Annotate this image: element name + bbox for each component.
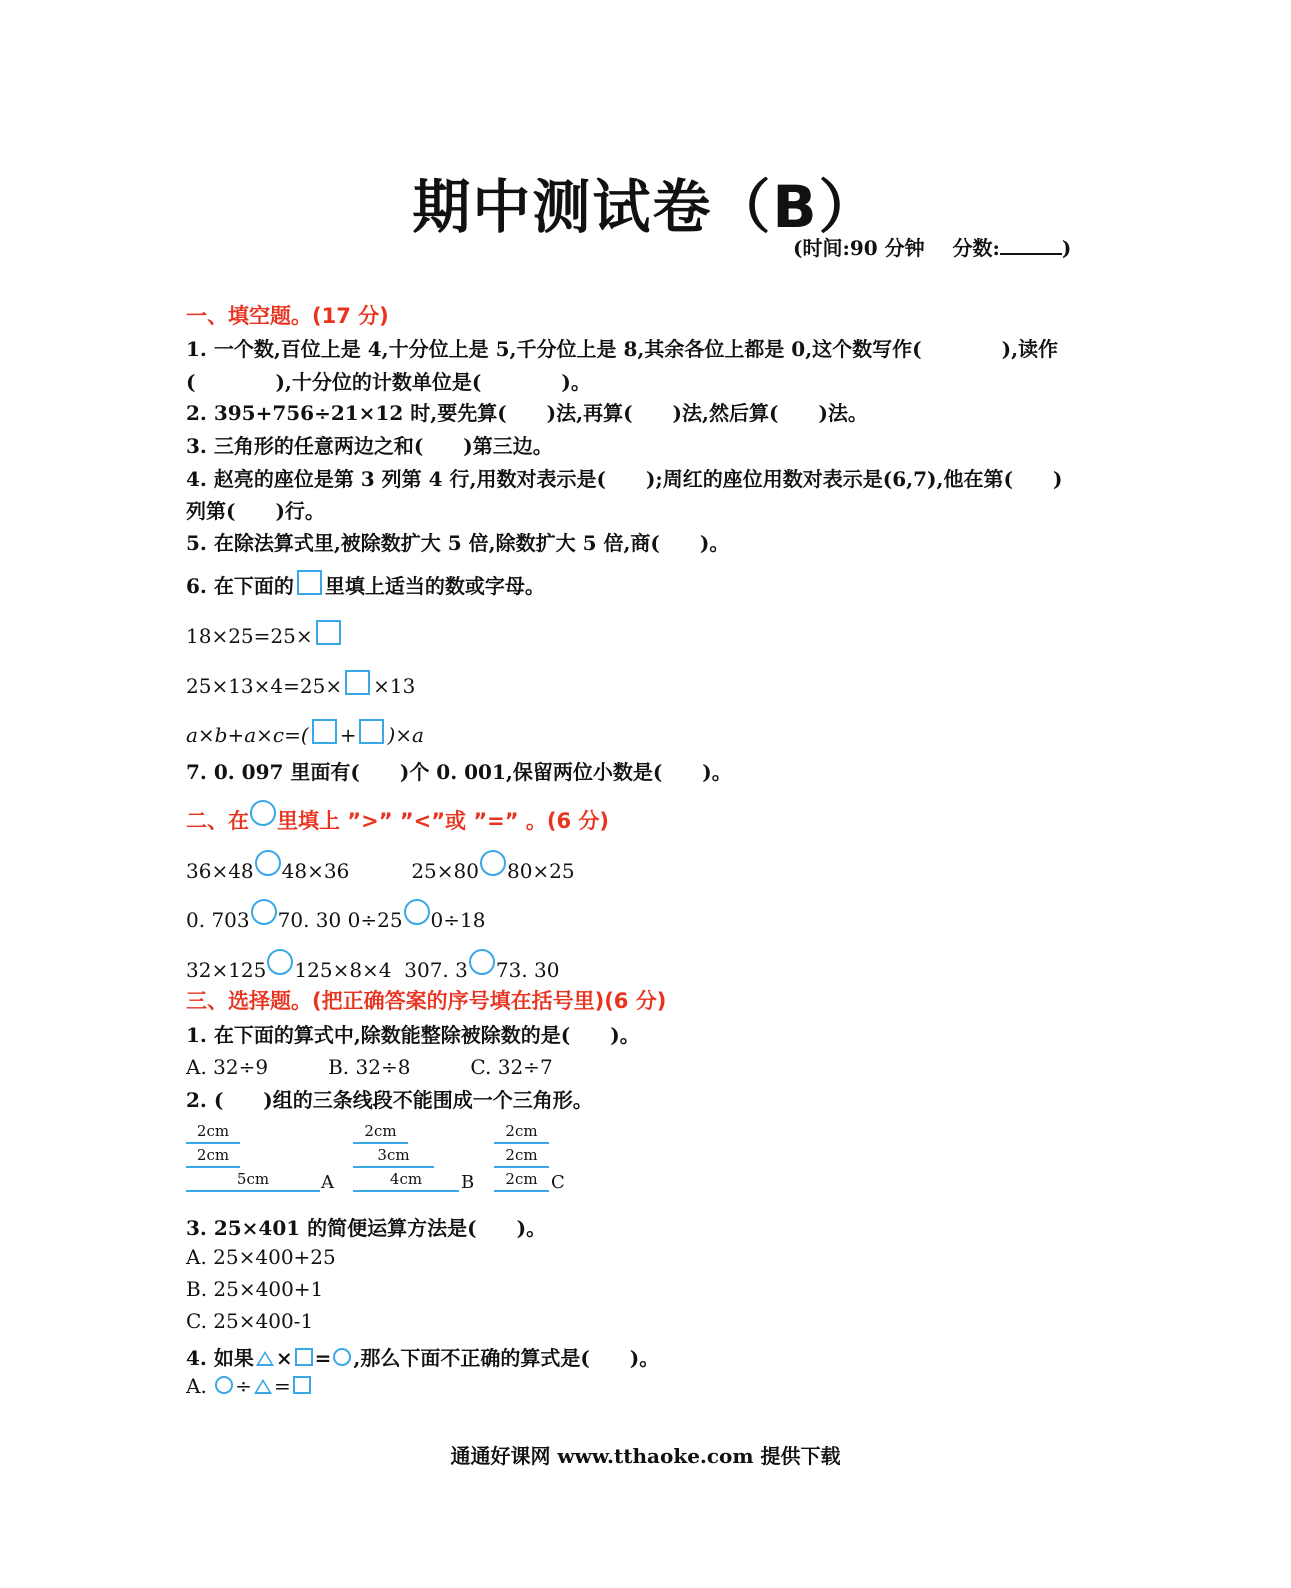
segment-a1: 2cm (186, 1122, 240, 1144)
fill-q3: 3. 三角形的任意两边之和( )第三边。 (186, 434, 553, 458)
group-label-c: C (551, 1172, 565, 1193)
square-icon (295, 1348, 313, 1366)
page-title: 期中测试卷（B） (412, 173, 879, 241)
choice-q4-text-d: ,那么下面不正确的算式是( )。 (353, 1346, 660, 1370)
expr3-plus: + (339, 723, 357, 747)
answer-circle[interactable] (255, 850, 281, 876)
choice-q4-times: × (275, 1346, 293, 1370)
choice-q4-option-a-div: ÷ (235, 1374, 252, 1398)
square-icon (293, 1376, 311, 1394)
section-two-heading (186, 800, 609, 835)
choice-q3-option-b: B. 25×400+1 (186, 1277, 324, 1301)
compare-left: 0. 703 (186, 908, 250, 932)
score-blank (1000, 235, 1062, 255)
fill-q6-expr1 (186, 620, 344, 648)
group-label-b: B (461, 1172, 475, 1193)
fill-q7: 7. 0. 097 里面有( )个 0. 001,保留两位小数是( )。 (186, 760, 732, 784)
fill-q6-text-a: 6. 在下面的 (186, 574, 294, 598)
expr3-text-c: )×a (387, 723, 424, 747)
fill-q2: 2. 395+756÷21×12 时,要先算( )法,再算( )法,然后算( )法。 (186, 401, 868, 425)
section-two-text-a: 二、在 (186, 809, 249, 833)
choice-q2: 2. ( )组的三条线段不能围成一个三角形。 (186, 1088, 593, 1112)
choice-q4-eq: = (314, 1346, 332, 1370)
fill-q5: 5. 在除法算式里,被除数扩大 5 倍,除数扩大 5 倍,商( )。 (186, 531, 730, 555)
compare-left: 36×48 (186, 859, 254, 883)
segment-c1: 2cm (494, 1122, 549, 1144)
compare-left: 25×80 (411, 859, 479, 883)
circle-icon (333, 1348, 351, 1366)
answer-circle[interactable] (480, 850, 506, 876)
choice-q1: 1. 在下面的算式中,除数能整除被除数的是( )。 (186, 1023, 640, 1047)
answer-box[interactable] (312, 719, 337, 744)
answer-box[interactable] (359, 719, 384, 744)
segment-c3: 2cm (494, 1170, 549, 1192)
fill-q6-text-b: 里填上适当的数或字母。 (324, 574, 545, 598)
choice-q3-option-a: A. 25×400+25 (186, 1245, 336, 1269)
circle-icon (215, 1376, 233, 1394)
box-icon (297, 570, 322, 595)
compare-left: 307. 3 (404, 958, 468, 982)
expr2-text-b: ×13 (373, 674, 416, 698)
triangle-icon (256, 1351, 274, 1366)
choice-q4-option-a (186, 1374, 313, 1398)
segment-a3: 5cm (186, 1170, 320, 1192)
answer-circle[interactable] (404, 899, 430, 925)
meta-close: ) (1061, 236, 1072, 260)
segment-a2: 2cm (186, 1146, 240, 1168)
compare-right: 48×36 (281, 859, 350, 883)
score-label: 分数: (952, 236, 1000, 260)
expr2-text-a: 25×13×4=25× (186, 674, 343, 698)
choice-q3-option-c: C. 25×400-1 (186, 1309, 314, 1333)
section-three-heading: 三、选择题。(把正确答案的序号填在括号里)(6 分) (186, 989, 667, 1013)
compare-row-1 (186, 850, 575, 883)
compare-right: 0÷18 (430, 908, 486, 932)
segment-c2: 2cm (494, 1146, 549, 1168)
answer-circle[interactable] (251, 899, 277, 925)
fill-q1-line2: ( ),十分位的计数单位是( )。 (186, 370, 591, 394)
fill-q6-expr3 (186, 719, 424, 747)
choice-q3: 3. 25×401 的简便运算方法是( )。 (186, 1216, 547, 1240)
choice-q1-options: A. 32÷9 B. 32÷8 C. 32÷7 (186, 1055, 553, 1079)
footer-download-note: 通通好课网 www.tthaoke.com 提供下载 (450, 1444, 841, 1468)
compare-left: 32×125 (186, 958, 267, 982)
compare-row-3 (186, 949, 560, 982)
segment-b2: 3cm (353, 1146, 434, 1168)
triangle-icon (254, 1379, 272, 1394)
answer-circle[interactable] (469, 949, 495, 975)
answer-box[interactable] (316, 620, 341, 645)
compare-right: 80×25 (506, 859, 575, 883)
exam-meta (793, 232, 1071, 261)
compare-right: 73. 30 (495, 958, 560, 982)
compare-left: 0÷25 (347, 908, 403, 932)
fill-q6 (186, 570, 545, 599)
fill-q1-line1: 1. 一个数,百位上是 4,十分位上是 5,千分位上是 8,其余各位上都是 0,这个数写作( ),读作 (186, 337, 1059, 361)
fill-q4-line1: 4. 赵亮的座位是第 3 列第 4 行,用数对表示是( );周红的座位用数对表示是(6,7),他在第( ) (186, 467, 1063, 491)
choice-q4 (186, 1342, 659, 1371)
compare-row-2 (186, 899, 485, 932)
answer-box[interactable] (345, 670, 370, 695)
compare-right: 70. 30 (277, 908, 342, 932)
answer-circle[interactable] (267, 949, 293, 975)
circle-icon (250, 800, 276, 826)
section-two-text-b: 里填上 ”>” ”<”或 ”=” 。(6 分) (277, 809, 609, 833)
expr1-text: 18×25=25× (186, 624, 313, 648)
choice-q4-option-a-label: A. (186, 1374, 207, 1398)
choice-q4-option-a-eq: = (273, 1374, 291, 1398)
time-label: (时间:90 分钟 (793, 236, 925, 260)
expr3-text-a: a×b+a×c=( (186, 723, 309, 747)
segment-b3: 4cm (353, 1170, 459, 1192)
fill-q6-expr2 (186, 670, 415, 698)
group-label-a: A (321, 1172, 334, 1193)
segment-b1: 2cm (353, 1122, 408, 1144)
choice-q4-text-a: 4. 如果 (186, 1346, 254, 1370)
fill-q4-line2: 列第( )行。 (186, 499, 325, 523)
section-one-heading: 一、填空题。(17 分) (186, 304, 389, 328)
compare-right: 125×8×4 (294, 958, 392, 982)
